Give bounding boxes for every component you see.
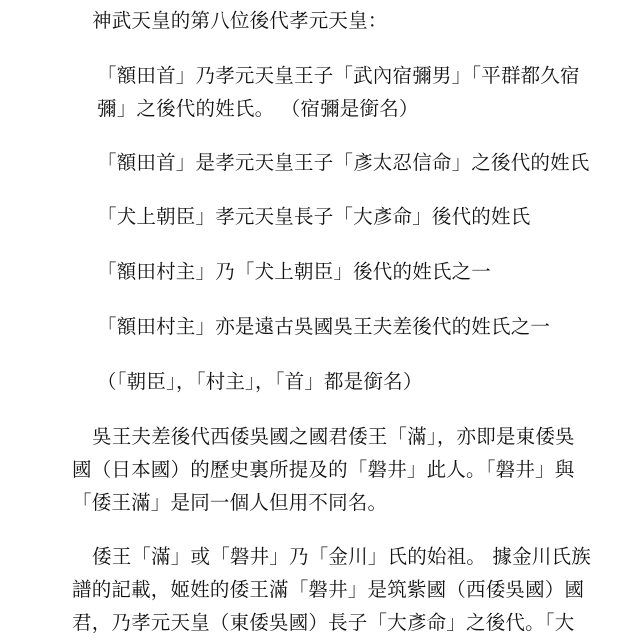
paragraph-7-line-1: 吳王夫差後代西倭吳國之國君倭王「滿」，亦即是東倭吳 [92,425,575,448]
paragraph-5: 「額田村主」亦是遠古吳國吳王夫差後代的姓氏之一 [97,315,551,338]
paragraph-3: 「犬上朝臣」孝元天皇長子「大彥命」後代的姓氏 [97,205,531,228]
paragraph-8-line-3: 君，乃孝元天皇（東倭吳國）長子「大彥命」之後代。「大 [72,611,575,634]
paragraph-7-line-3: 「倭王滿」是同一個人但用不同名。 [72,491,388,514]
paragraph-8-line-2: 譜的記載，姬姓的倭王滿「磐井」是筑紫國（西倭吳國）國 [72,578,585,601]
paragraph-1-line-2: 彌」之後代的姓氏。 （宿彌是銜名） [97,97,419,120]
paragraph-6: （「朝臣」，「村主」，「首」都是銜名） [97,370,423,393]
paragraph-4: 「額田村主」乃「犬上朝臣」後代的姓氏之一 [97,260,492,283]
heading-text: 神武天皇的第八位後代孝元天皇： [92,9,388,32]
paragraph-8-line-1: 倭王「滿」或「磐井」乃「金川」氏的始祖。 據金川氏族 [92,545,591,568]
paragraph-7-line-2: 國（日本國）的歷史裏所提及的「磐井」此人。「磐井」與 [72,458,575,481]
paragraph-1-line-1: 「額田首」乃孝元天皇王子「武內宿彌男」「平群都久宿 [97,64,580,87]
paragraph-2: 「額田首」是孝元天皇王子「彥太忍信命」之後代的姓氏 [97,151,590,174]
